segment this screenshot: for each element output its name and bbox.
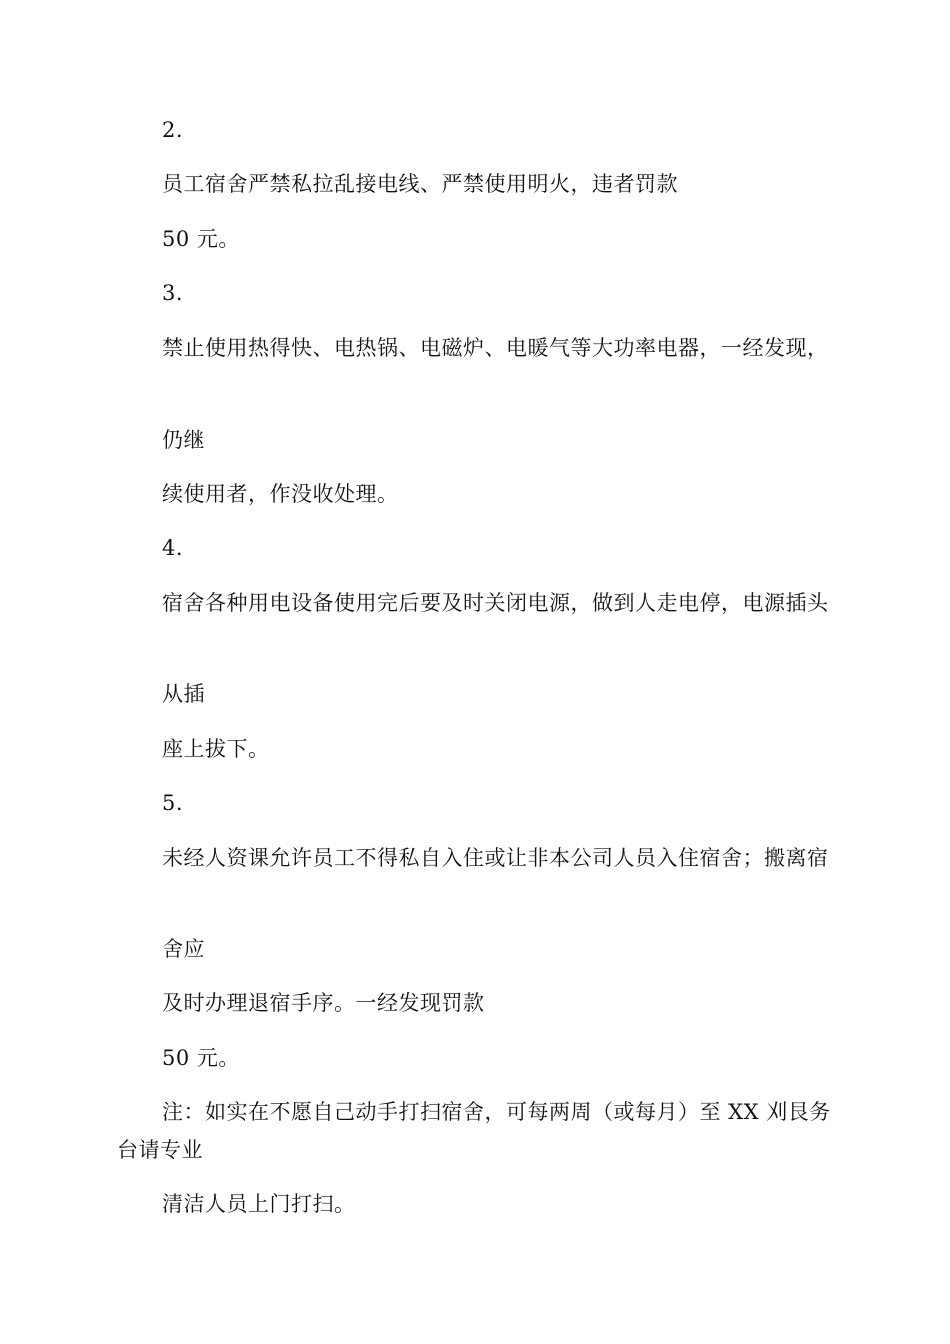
paragraph-item-number: 2.: [162, 118, 184, 142]
paragraph-rule-text: 从插: [162, 682, 205, 706]
paragraph-rule-text: 舍应: [162, 937, 205, 961]
paragraph-item-number: 4.: [162, 536, 184, 560]
paragraph-note-text: 清洁人员上门打扫。: [162, 1192, 356, 1216]
paragraph-rule-text: 未经人资课允许员工不得私自入住或让非本公司人员入住宿舍；搬离宿: [162, 846, 829, 870]
paragraph-rule-text: 50 元。: [162, 227, 240, 251]
paragraph-item-number: 3.: [162, 281, 184, 305]
paragraph-rule-text: 宿舍各种用电设备使用完后要及时关闭电源，做到人走电停，电源插头: [162, 591, 829, 615]
paragraph-rule-text: 座上拔下。: [162, 737, 270, 761]
paragraph-rule-text: 50 元。: [162, 1046, 240, 1070]
paragraph-rule-text: 禁止使用热得快、电热锅、电磁炉、电暖气等大功率电器，一经发现，: [162, 336, 829, 360]
paragraph-rule-text: 员工宿舍严禁私拉乱接电线、严禁使用明火，违者罚款: [162, 172, 678, 196]
paragraph-rule-text: 及时办理退宿手序。一经发现罚款: [162, 991, 485, 1015]
paragraph-item-number: 5.: [162, 791, 184, 815]
paragraph-rule-text: 续使用者，作没收处理。: [162, 482, 399, 506]
paragraph-note-text: 注：如实在不愿自己动手打扫宿舍，可每两周（或每月）至 XX 刈艮务台请专业: [117, 1100, 831, 1162]
paragraph-rule-text: 仍继: [162, 428, 205, 452]
